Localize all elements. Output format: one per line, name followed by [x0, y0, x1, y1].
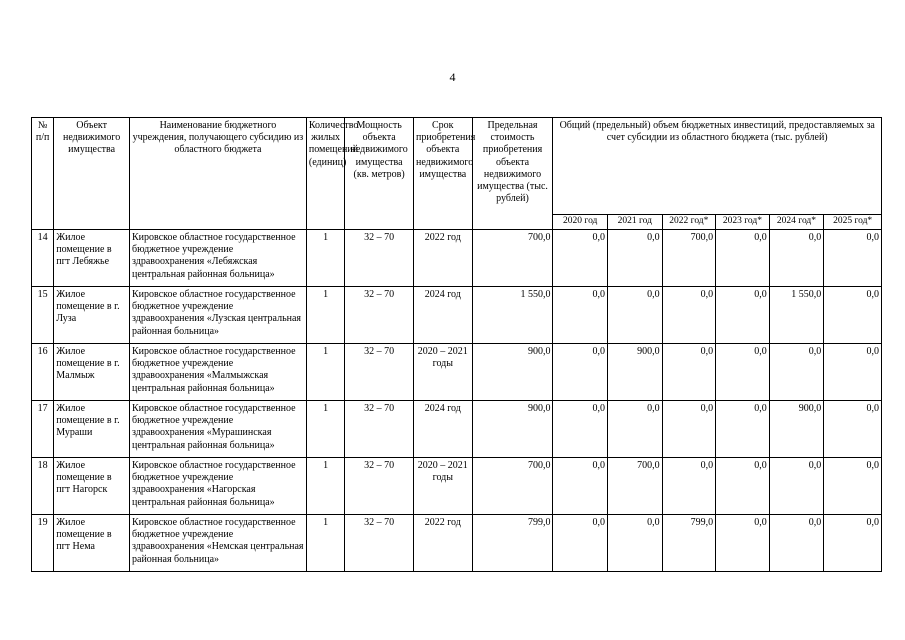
- cell-year-value: 900,0: [769, 401, 824, 458]
- cell-quantity: 1: [306, 287, 344, 344]
- cell-year-value: 1 550,0: [769, 287, 824, 344]
- page-number: 4: [449, 70, 456, 84]
- cell-year-value: 0,0: [824, 515, 882, 572]
- cell-year-value: 0,0: [553, 344, 608, 401]
- header-year: 2024 год*: [769, 215, 824, 230]
- cell-term: 2024 год: [413, 287, 472, 344]
- header-institution: Наименование бюджетного учреждения, получающего субсидию из областного бюджета: [130, 118, 307, 230]
- cell-cost: 700,0: [472, 458, 553, 515]
- table-row: [32, 458, 882, 515]
- cell-year-value: 0,0: [824, 344, 882, 401]
- cell-term: 2022 год: [413, 230, 472, 287]
- cell-year-value: 0,0: [553, 515, 608, 572]
- cell-year-value: 0,0: [716, 344, 770, 401]
- header-year: 2023 год*: [716, 215, 770, 230]
- cell-capacity: 32 – 70: [345, 230, 414, 287]
- cell-cost: 900,0: [472, 344, 553, 401]
- cell-year-value: 0,0: [662, 287, 716, 344]
- cell-object: Жилое помещение в пгт Нагорск: [54, 458, 130, 515]
- cell-year-value: 0,0: [608, 230, 663, 287]
- cell-capacity: 32 – 70: [345, 515, 414, 572]
- cell-year-value: 0,0: [824, 287, 882, 344]
- cell-year-value: 700,0: [662, 230, 716, 287]
- table-row: [32, 401, 882, 458]
- cell-year-value: 0,0: [608, 401, 663, 458]
- cell-year-value: 900,0: [608, 344, 663, 401]
- cell-year-value: 0,0: [716, 230, 770, 287]
- header-max-cost: Предельная стоимость приобретения объекта недвижимого имущества (тыс. рублей): [472, 118, 553, 230]
- table-row: [32, 515, 882, 572]
- cell-cost: 1 550,0: [472, 287, 553, 344]
- cell-object: Жилое помещение в г. Луза: [54, 287, 130, 344]
- cell-institution: Кировское областное государственное бюджетное учреждение здравоохранения «Мурашинская центральная районная больница»: [130, 401, 307, 458]
- cell-institution: Кировское областное государственное бюджетное учреждение здравоохранения «Малмыжская центральная районная больница»: [130, 344, 307, 401]
- cell-term: 2022 год: [413, 515, 472, 572]
- header-total-investment: Общий (предельный) объем бюджетных инвестиций, предоставляемых за счет субсидии из областного бюджета (тыс. рублей): [553, 118, 882, 215]
- cell-year-value: 0,0: [662, 401, 716, 458]
- cell-year-value: 0,0: [824, 230, 882, 287]
- cell-year-value: 0,0: [553, 230, 608, 287]
- cell-cost: 900,0: [472, 401, 553, 458]
- cell-term: 2024 год: [413, 401, 472, 458]
- cell-year-value: 0,0: [553, 287, 608, 344]
- cell-capacity: 32 – 70: [345, 344, 414, 401]
- cell-num: 15: [32, 287, 54, 344]
- cell-institution: Кировское областное государственное бюджетное учреждение здравоохранения «Лузская центральная районная больница»: [130, 287, 307, 344]
- cell-year-value: 700,0: [608, 458, 663, 515]
- cell-year-value: 0,0: [716, 287, 770, 344]
- cell-institution: Кировское областное государственное бюджетное учреждение здравоохранения «Нагорская центральная районная больница»: [130, 458, 307, 515]
- cell-year-value: 0,0: [553, 401, 608, 458]
- cell-year-value: 0,0: [824, 458, 882, 515]
- cell-quantity: 1: [306, 515, 344, 572]
- header-object: Объект недвижимого имущества: [54, 118, 130, 230]
- cell-year-value: 0,0: [662, 344, 716, 401]
- table-row: [32, 344, 882, 401]
- cell-year-value: 0,0: [608, 287, 663, 344]
- cell-capacity: 32 – 70: [345, 458, 414, 515]
- cell-year-value: 0,0: [824, 401, 882, 458]
- cell-year-value: 0,0: [662, 458, 716, 515]
- cell-institution: Кировское областное государственное бюджетное учреждение здравоохранения «Немская центральная районная больница»: [130, 515, 307, 572]
- cell-capacity: 32 – 70: [345, 401, 414, 458]
- cell-object: Жилое помещение в пгт Лебяжье: [54, 230, 130, 287]
- cell-object: Жилое помещение в г. Малмыж: [54, 344, 130, 401]
- header-row: [32, 118, 882, 215]
- cell-cost: 799,0: [472, 515, 553, 572]
- header-num: № п/п: [32, 118, 54, 230]
- table-body: [32, 230, 882, 572]
- cell-quantity: 1: [306, 344, 344, 401]
- cell-term: 2020 – 2021 годы: [413, 458, 472, 515]
- cell-quantity: 1: [306, 401, 344, 458]
- cell-num: 14: [32, 230, 54, 287]
- table-row: [32, 230, 882, 287]
- cell-year-value: 0,0: [608, 515, 663, 572]
- header-quantity: Количество жилых помещений (единиц): [306, 118, 344, 230]
- cell-object: Жилое помещение в г. Мураши: [54, 401, 130, 458]
- cell-object: Жилое помещение в пгт Нема: [54, 515, 130, 572]
- cell-year-value: 0,0: [769, 344, 824, 401]
- header-year: 2025 год*: [824, 215, 882, 230]
- cell-year-value: 0,0: [716, 458, 770, 515]
- header-term: Срок приобретения объекта недвижимого имущества: [413, 118, 472, 230]
- cell-year-value: 799,0: [662, 515, 716, 572]
- cell-num: 17: [32, 401, 54, 458]
- cell-year-value: 0,0: [769, 230, 824, 287]
- header-capacity: Мощность объекта недвижимого имущества (кв. метров): [345, 118, 414, 230]
- cell-year-value: 0,0: [769, 458, 824, 515]
- cell-year-value: 0,0: [553, 458, 608, 515]
- cell-year-value: 0,0: [716, 515, 770, 572]
- cell-cost: 700,0: [472, 230, 553, 287]
- cell-num: 16: [32, 344, 54, 401]
- cell-num: 19: [32, 515, 54, 572]
- table-row: [32, 287, 882, 344]
- cell-quantity: 1: [306, 458, 344, 515]
- header-year: 2022 год*: [662, 215, 716, 230]
- cell-term: 2020 – 2021 годы: [413, 344, 472, 401]
- cell-quantity: 1: [306, 230, 344, 287]
- budget-investment-table: [31, 117, 882, 572]
- cell-capacity: 32 – 70: [345, 287, 414, 344]
- cell-year-value: 0,0: [769, 515, 824, 572]
- cell-num: 18: [32, 458, 54, 515]
- cell-institution: Кировское областное государственное бюджетное учреждение здравоохранения «Лебяжская центральная районная больница»: [130, 230, 307, 287]
- header-year: 2021 год: [608, 215, 663, 230]
- header-year: 2020 год: [553, 215, 608, 230]
- cell-year-value: 0,0: [716, 401, 770, 458]
